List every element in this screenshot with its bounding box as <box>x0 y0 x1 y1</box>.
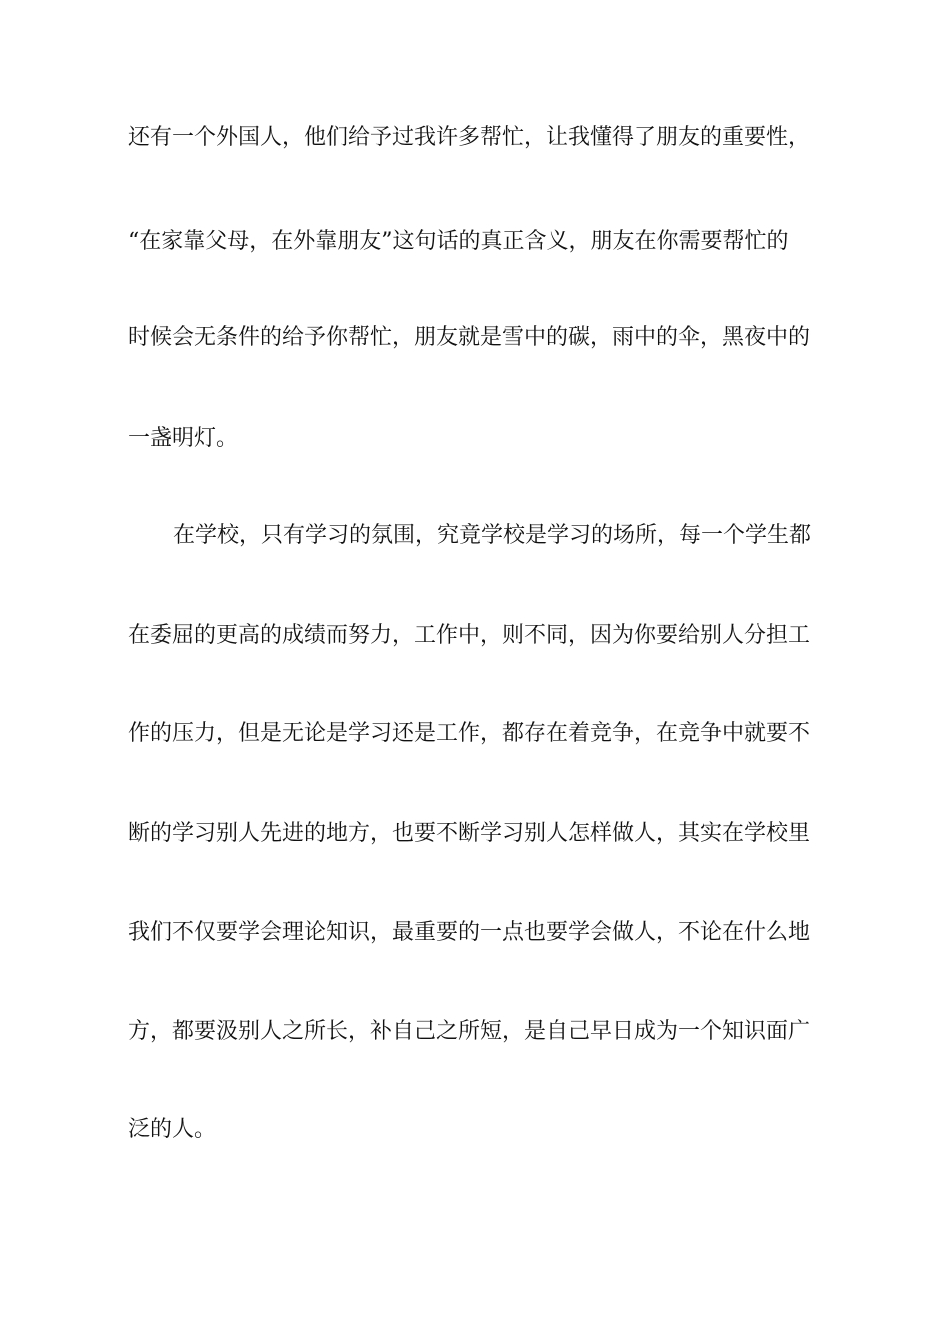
text-line: 泛的人。 <box>128 1117 217 1142</box>
text-line: 我们不仅要学会理论知识，最重要的一点也要学会做人，不论在什么地 <box>128 920 811 945</box>
text-line: 方，都要汲别人之所长，补自己之所短，是自己早日成为一个知识面广 <box>128 1019 811 1044</box>
text-line: 还有一个外国人，他们给予过我许多帮忙，让我懂得了朋友的重要性， <box>128 125 811 150</box>
text-line: 在学校，只有学习的氛围，究竟学校是学习的场所，每一个学生都 <box>173 523 812 548</box>
text-line: 作的压力，但是无论是学习还是工作，都存在着竞争，在竞争中就要不 <box>128 721 811 746</box>
text-line: 在委屈的更高的成绩而努力，工作中，则不同，因为你要给别人分担工 <box>128 623 811 648</box>
text-line: “在家靠父母，在外靠朋友”这句话的真正含义，朋友在你需要帮忙的 <box>128 229 789 254</box>
text-line: 一盏明灯。 <box>128 426 239 451</box>
text-line: 断的学习别人先进的地方，也要不断学习别人怎样做人，其实在学校里 <box>128 821 811 846</box>
text-line: 时候会无条件的给予你帮忙，朋友就是雪中的碳，雨中的伞，黑夜中的 <box>128 325 811 350</box>
